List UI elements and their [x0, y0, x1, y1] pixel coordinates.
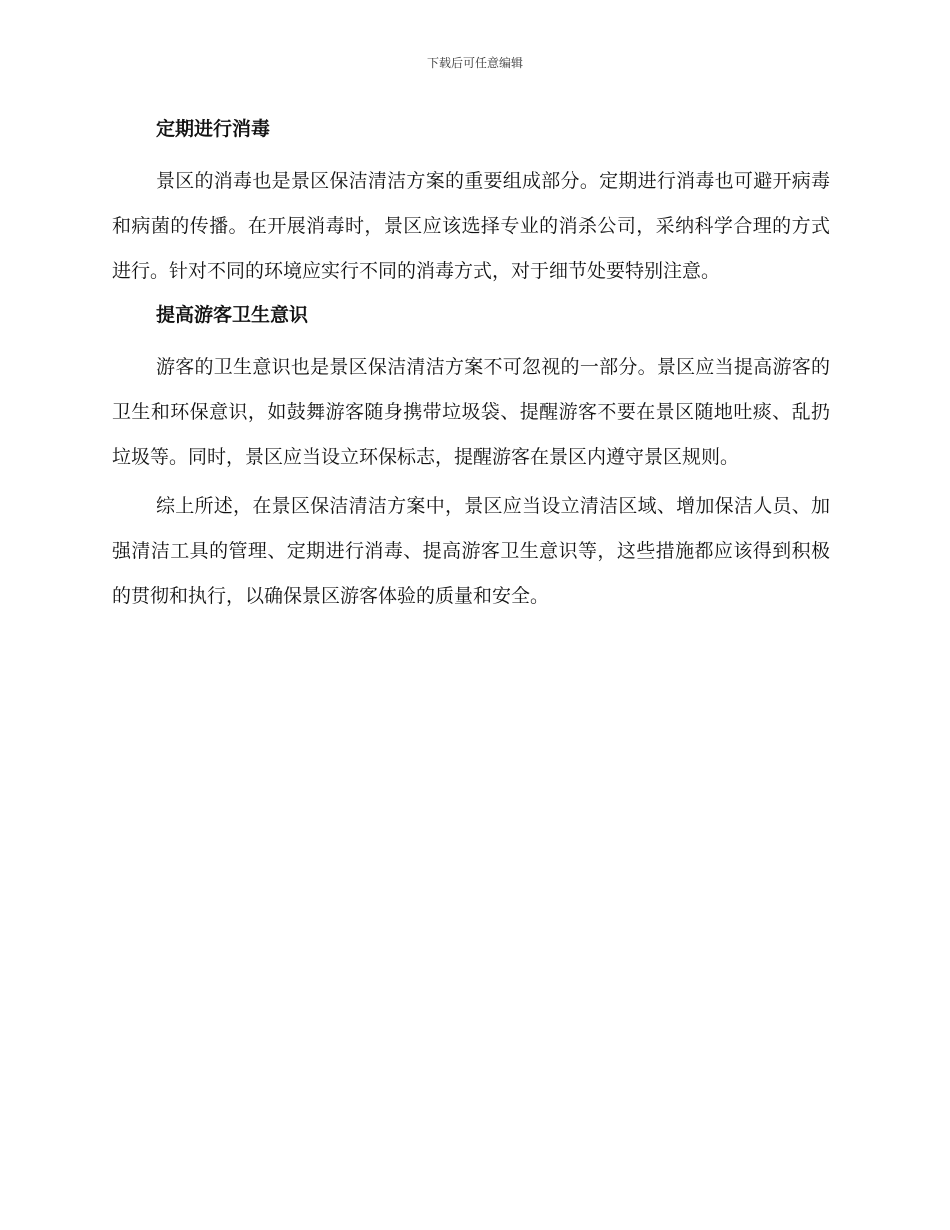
- page-header: 下载后可任意编辑: [426, 56, 523, 70]
- section-heading-disinfection: 定期进行消毒: [156, 118, 271, 140]
- document-body: [112, 112, 830, 623]
- paragraph-disinfection: 景区的消毒也是景区保洁清洁方案的重要组成部分。定期进行消毒也可避开病毒和病菌的传播。在开展消毒时，景区应该选择专业的消杀公司，采纳科学合理的方式进行。针对不同的环境应实行不同的消毒方式，对于细节处要特别注意。: [112, 170, 830, 282]
- section-heading-hygiene-awareness: 提高游客卫生意识: [156, 304, 309, 326]
- paragraph-summary: 综上所述，在景区保洁清洁方案中，景区应当设立清洁区域、增加保洁人员、加强清洁工具的管理、定期进行消毒、提高游客卫生意识等，这些措施都应该得到积极的贯彻和执行，以确保景区游客体验的质量和安全。: [112, 495, 830, 607]
- paragraph-hygiene-awareness: 游客的卫生意识也是景区保洁清洁方案不可忽视的一部分。景区应当提高游客的卫生和环保意识，如鼓舞游客随身携带垃圾袋、提醒游客不要在景区随地吐痰、乱扔垃圾等。同时，景区应当设立环保标志，提醒游客在景区内遵守景区规则。: [112, 356, 830, 468]
